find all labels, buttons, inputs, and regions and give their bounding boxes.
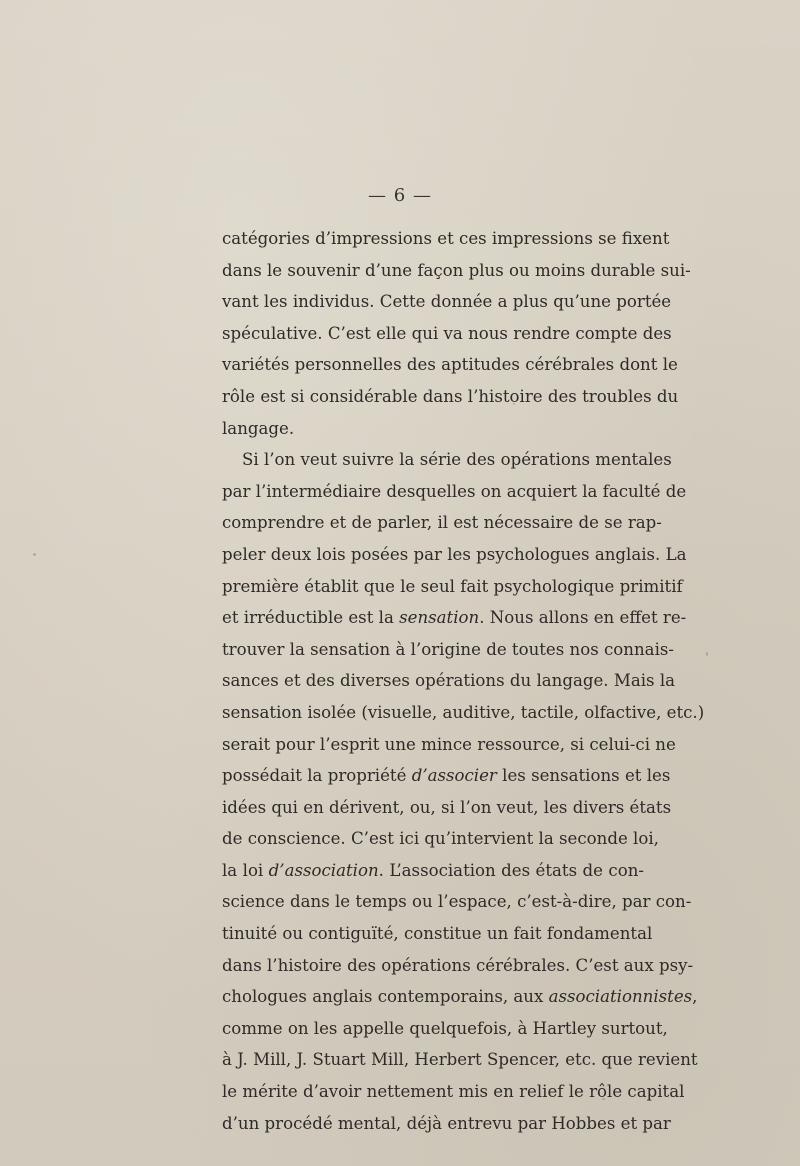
text-line: variétés personnelles des aptitudes cérébrales dont le <box>222 355 678 375</box>
text-line: comprendre et de parler, il est nécessaire de se rap- <box>222 513 662 533</box>
text-line: peler deux lois posées par les psychologues anglais. La <box>222 544 687 564</box>
text-line: trouver la sensation à l’origine de toutes nos connais- <box>222 639 674 659</box>
text-line: vant les individus. Cette donnée a plus qu’une portée <box>222 292 672 312</box>
text-line: science dans le temps ou l’espace, c’est-à-dire, par con- <box>222 892 692 912</box>
italic-term: associationnistes <box>548 987 693 1007</box>
text-line: dans l’histoire des opérations cérébrales. C’est aux psy- <box>222 955 694 975</box>
italic-term: d’association <box>268 860 379 880</box>
paper-speck <box>513 403 515 405</box>
text-line: catégories d’impressions et ces impressions se fixent <box>222 229 670 248</box>
text-line: par l’intermédiaire desquelles on acquiert la faculté de <box>222 481 687 501</box>
text-line: tinuité ou contiguïté, constitue un fait fondamental <box>222 924 653 944</box>
paper-speck <box>706 652 708 656</box>
italic-term: d’associer <box>411 766 497 786</box>
paper-speck <box>602 1098 605 1100</box>
paper-speck <box>316 965 319 967</box>
text-line: d’un procédé mental, déjà entrevu par Hobbes et par <box>222 1113 671 1133</box>
text-line: dans le souvenir d’une façon plus ou moins durable sui- <box>222 260 691 280</box>
text-line: et irréductible est la sensation. Nous allons en effet re- <box>222 608 687 628</box>
text-line: serait pour l’esprit une mince ressource, si celui-ci ne <box>222 734 676 754</box>
text-line: possédait la propriété d’associer les sensations et les <box>222 766 671 786</box>
text-line: idées qui en dérivent, ou, si l’on veut, les divers états <box>222 797 672 817</box>
text-line: rôle est si considérable dans l’histoire des troubles du <box>222 386 679 406</box>
text-line: la loi d’association. L’association des états de con- <box>222 860 644 880</box>
italic-term: sensation <box>399 608 480 628</box>
paper-speck <box>33 553 36 556</box>
text-line: sances et des diverses opérations du langage. Mais la <box>222 671 676 691</box>
text-line: sensation isolée (visuelle, auditive, tactile, olfactive, etc.) <box>222 702 705 722</box>
text-line: langage. <box>222 418 295 438</box>
body-text <box>222 223 705 1139</box>
text-line: spéculative. C’est elle qui va nous rendre compte des <box>222 323 672 343</box>
text-line: chologues anglais contemporains, aux associationnistes, <box>222 987 698 1007</box>
text-line: à J. Mill, J. Stuart Mill, Herbert Spencer, etc. que revient <box>222 1050 698 1070</box>
page-number-header: — 6 — <box>368 185 432 206</box>
text-line: le mérite d’avoir nettement mis en relief le rôle capital <box>222 1082 685 1102</box>
text-line: de conscience. C’est ici qu’intervient la seconde loi, <box>222 829 659 849</box>
text-line: première établit que le seul fait psychologique primitif <box>222 576 683 596</box>
paragraph-first-line: Si l’on veut suivre la série des opérations mentales <box>242 450 672 470</box>
text-line: comme on les appelle quelquefois, à Hartley surtout, <box>222 1018 668 1038</box>
